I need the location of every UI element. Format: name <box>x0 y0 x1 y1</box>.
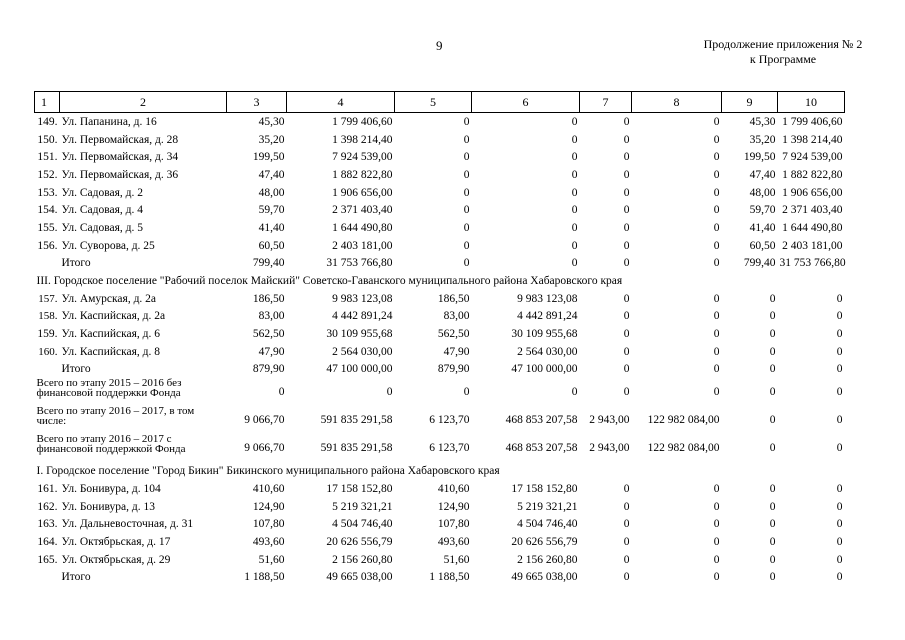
stage-total-label: Всего по этапу 2016 – 2017 с финансовой поддержкой Фонда <box>36 433 186 456</box>
value-cell: 0 <box>769 553 776 566</box>
value-cell: 0 <box>623 363 630 376</box>
value-cell: 59,70 <box>749 204 776 217</box>
value-cell: 17 158 152,80 <box>326 482 393 495</box>
appendix-note <box>688 37 878 67</box>
table-row <box>35 308 845 326</box>
value-cell: 51,60 <box>443 553 470 566</box>
value-cell: 0 <box>713 151 720 164</box>
value-cell: 0 <box>463 115 470 128</box>
value-cell: 31 753 766,80 <box>326 257 393 270</box>
section-heading-row <box>35 272 845 290</box>
row-number: 165. <box>37 553 58 566</box>
value-cell: 0 <box>463 151 470 164</box>
row-number <box>35 255 60 273</box>
value-cell: 591 835 291,58 <box>320 414 393 427</box>
header-cell: 8 <box>632 92 722 113</box>
value-cell: 0 <box>769 518 776 531</box>
table-row <box>35 498 845 516</box>
value-cell: 4 504 746,40 <box>517 518 578 531</box>
value-cell: 0 <box>836 442 843 455</box>
value-cell: 0 <box>836 482 843 495</box>
value-cell: 0 <box>623 386 630 399</box>
value-cell: 51,60 <box>258 553 285 566</box>
value-cell: 124,90 <box>437 500 470 513</box>
row-number: 163. <box>37 518 58 531</box>
table-row <box>35 480 845 498</box>
value-cell: 9 066,70 <box>244 442 285 455</box>
value-cell: 59,70 <box>258 204 285 217</box>
value-cell: 0 <box>463 204 470 217</box>
value-cell: 47,40 <box>749 168 776 181</box>
row-number: 164. <box>37 535 58 548</box>
address-cell: Ул. Садовая, д. 2 <box>61 186 143 199</box>
value-cell: 2 403 181,00 <box>782 239 843 252</box>
value-cell: 0 <box>836 518 843 531</box>
value-cell: 0 <box>571 386 578 399</box>
value-cell: 4 442 891,24 <box>332 310 393 323</box>
value-cell: 0 <box>623 328 630 341</box>
value-cell: 0 <box>769 482 776 495</box>
value-cell: 0 <box>713 535 720 548</box>
value-cell: 0 <box>836 292 843 305</box>
address-cell: Ул. Суворова, д. 25 <box>61 239 155 252</box>
value-cell: 7 924 539,00 <box>782 151 843 164</box>
row-number: 157. <box>38 292 58 305</box>
value-cell: 0 <box>623 151 630 164</box>
value-cell: 1 906 656,00 <box>782 186 843 199</box>
value-cell: 468 853 207,58 <box>505 414 578 427</box>
value-cell: 0 <box>623 133 630 146</box>
value-cell: 20 626 556,79 <box>511 535 578 548</box>
address-cell: Ул. Каспийская, д. 2а <box>61 310 166 323</box>
value-cell: 0 <box>571 221 578 234</box>
value-cell: 47,90 <box>443 345 470 358</box>
stage-total-label: Всего по этапу 2016 – 2017, в том числе: <box>36 405 195 428</box>
value-cell: 186,50 <box>437 292 470 305</box>
header-cell: 3 <box>227 92 287 113</box>
value-cell: 41,40 <box>749 221 776 234</box>
value-cell: 0 <box>623 168 630 181</box>
value-cell: 0 <box>571 133 578 146</box>
value-cell: 0 <box>713 115 720 128</box>
value-cell: 0 <box>713 168 720 181</box>
value-cell: 2 564 030,00 <box>517 345 578 358</box>
table-row <box>35 343 845 361</box>
value-cell: 1 644 490,80 <box>332 221 393 234</box>
value-cell: 1 882 822,80 <box>782 168 843 181</box>
subtotal-row <box>35 361 845 379</box>
value-cell: 0 <box>463 239 470 252</box>
value-cell: 35,20 <box>749 133 776 146</box>
value-cell: 879,90 <box>437 363 470 376</box>
row-number: 156. <box>37 239 58 252</box>
header-cell: 1 <box>35 92 60 113</box>
value-cell: 49 665 038,00 <box>326 571 393 584</box>
value-cell: 0 <box>623 535 630 548</box>
value-cell: 0 <box>769 363 776 376</box>
value-cell: 1 799 406,60 <box>332 115 393 128</box>
value-cell: 0 <box>836 535 843 548</box>
value-cell: 0 <box>623 482 630 495</box>
value-cell: 47 100 000,00 <box>511 363 578 376</box>
address-cell: Ул. Первомайская, д. 28 <box>61 133 179 146</box>
row-number: 154. <box>37 204 58 217</box>
value-cell: 2 943,00 <box>589 414 630 427</box>
value-cell: 0 <box>623 239 630 252</box>
stage-total-row <box>35 378 845 406</box>
value-cell: 47,40 <box>258 168 285 181</box>
value-cell: 0 <box>713 571 720 584</box>
section-heading: III. Городское поселение "Рабочий поселок Майский" Советско-Гаванского муниципального района Хабаровского края <box>36 275 623 288</box>
value-cell: 0 <box>836 345 843 358</box>
address-cell: Итого <box>61 257 91 270</box>
table-row <box>35 237 845 255</box>
value-cell: 17 158 152,80 <box>511 482 578 495</box>
value-cell: 60,50 <box>258 239 285 252</box>
value-cell: 9 066,70 <box>244 414 285 427</box>
row-number: 155. <box>37 221 58 234</box>
address-cell: Ул. Садовая, д. 5 <box>61 221 143 234</box>
header-cell: 10 <box>778 92 845 113</box>
value-cell: 0 <box>769 328 776 341</box>
table-row <box>35 166 845 184</box>
appendix-line-1: Продолжение приложения № 2 <box>703 37 863 51</box>
table-row <box>35 184 845 202</box>
value-cell: 0 <box>713 500 720 513</box>
value-cell: 47,90 <box>258 345 285 358</box>
value-cell: 0 <box>463 186 470 199</box>
table-row <box>35 551 845 569</box>
address-cell: Ул. Первомайская, д. 34 <box>61 151 179 164</box>
value-cell: 0 <box>463 221 470 234</box>
table-body <box>35 113 845 587</box>
value-cell: 562,50 <box>437 328 470 341</box>
appendix-line-2: к Программе <box>749 52 817 66</box>
value-cell: 0 <box>769 571 776 584</box>
value-cell: 0 <box>713 482 720 495</box>
value-cell: 2 564 030,00 <box>332 345 393 358</box>
row-number: 149. <box>37 115 58 128</box>
value-cell: 0 <box>571 168 578 181</box>
value-cell: 0 <box>836 386 843 399</box>
value-cell: 0 <box>623 186 630 199</box>
value-cell: 0 <box>623 553 630 566</box>
value-cell: 0 <box>713 257 720 270</box>
row-number: 161. <box>37 482 58 495</box>
subtotal-row <box>35 255 845 273</box>
value-cell: 7 924 539,00 <box>332 151 393 164</box>
value-cell: 48,00 <box>749 186 776 199</box>
value-cell: 0 <box>463 257 470 270</box>
address-cell: Ул. Папанина, д. 16 <box>61 115 157 128</box>
value-cell: 1 188,50 <box>244 571 285 584</box>
value-cell: 2 371 403,40 <box>782 204 843 217</box>
value-cell: 30 109 955,68 <box>511 328 578 341</box>
value-cell: 410,60 <box>252 482 285 495</box>
row-number: 153. <box>37 186 58 199</box>
value-cell: 0 <box>571 257 578 270</box>
value-cell: 199,50 <box>252 151 285 164</box>
value-cell: 2 156 260,80 <box>517 553 578 566</box>
value-cell: 122 982 084,00 <box>647 414 720 427</box>
table-row <box>35 325 845 343</box>
value-cell: 1 398 214,40 <box>782 133 843 146</box>
value-cell: 35,20 <box>258 133 285 146</box>
address-cell: Ул. Садовая, д. 4 <box>61 204 143 217</box>
address-cell: Ул. Октябрьская, д. 29 <box>61 553 171 566</box>
value-cell: 0 <box>623 292 630 305</box>
value-cell: 799,40 <box>252 257 285 270</box>
value-cell: 49 665 038,00 <box>511 571 578 584</box>
value-cell: 107,80 <box>252 518 285 531</box>
value-cell: 0 <box>623 500 630 513</box>
column-number-row <box>35 92 845 113</box>
value-cell: 2 403 181,00 <box>332 239 393 252</box>
value-cell: 0 <box>713 553 720 566</box>
row-number: 150. <box>37 133 58 146</box>
value-cell: 0 <box>623 204 630 217</box>
header-cell: 4 <box>287 92 395 113</box>
value-cell: 4 442 891,24 <box>517 310 578 323</box>
value-cell: 0 <box>769 386 776 399</box>
housing-program-table <box>34 91 845 586</box>
value-cell: 48,00 <box>258 186 285 199</box>
address-cell: Ул. Амурская, д. 2а <box>61 292 157 305</box>
value-cell: 799,40 <box>743 257 776 270</box>
value-cell: 83,00 <box>443 310 470 323</box>
table-row <box>35 148 845 166</box>
value-cell: 0 <box>713 328 720 341</box>
address-cell: Ул. Бонивура, д. 104 <box>61 482 161 495</box>
value-cell: 0 <box>836 571 843 584</box>
value-cell: 0 <box>713 310 720 323</box>
value-cell: 2 156 260,80 <box>332 553 393 566</box>
address-cell: Ул. Каспийская, д. 8 <box>61 345 161 358</box>
value-cell: 6 123,70 <box>429 442 470 455</box>
value-cell: 1 188,50 <box>429 571 470 584</box>
value-cell: 0 <box>623 345 630 358</box>
value-cell: 493,60 <box>437 535 470 548</box>
value-cell: 0 <box>836 310 843 323</box>
value-cell: 1 906 656,00 <box>332 186 393 199</box>
header-cell: 6 <box>472 92 580 113</box>
value-cell: 186,50 <box>252 292 285 305</box>
value-cell: 47 100 000,00 <box>326 363 393 376</box>
value-cell: 0 <box>278 386 285 399</box>
header-cell: 7 <box>580 92 632 113</box>
value-cell: 45,30 <box>749 115 776 128</box>
value-cell: 0 <box>769 310 776 323</box>
value-cell: 0 <box>623 518 630 531</box>
value-cell: 0 <box>713 221 720 234</box>
value-cell: 468 853 207,58 <box>505 442 578 455</box>
value-cell: 1 644 490,80 <box>782 221 843 234</box>
value-cell: 0 <box>713 186 720 199</box>
row-number: 151. <box>37 151 58 164</box>
value-cell: 0 <box>713 518 720 531</box>
value-cell: 0 <box>836 414 843 427</box>
page-number: 9 <box>436 38 443 53</box>
header-cell: 2 <box>60 92 227 113</box>
row-number <box>35 568 60 586</box>
value-cell: 0 <box>571 151 578 164</box>
value-cell: 0 <box>623 310 630 323</box>
address-cell: Итого <box>61 363 91 376</box>
value-cell: 0 <box>836 328 843 341</box>
stage-total-row <box>35 434 845 462</box>
value-cell: 31 753 766,80 <box>779 257 846 270</box>
section-heading-row <box>35 462 845 480</box>
value-cell: 45,30 <box>258 115 285 128</box>
value-cell: 122 982 084,00 <box>647 442 720 455</box>
value-cell: 0 <box>836 363 843 376</box>
table-row <box>35 113 845 131</box>
value-cell: 4 504 746,40 <box>332 518 393 531</box>
value-cell: 562,50 <box>252 328 285 341</box>
table-row <box>35 219 845 237</box>
value-cell: 124,90 <box>252 500 285 513</box>
table-row <box>35 290 845 308</box>
header-cell: 9 <box>722 92 778 113</box>
value-cell: 6 123,70 <box>429 414 470 427</box>
address-cell: Ул. Дальневосточная, д. 31 <box>61 518 194 531</box>
value-cell: 60,50 <box>749 239 776 252</box>
header-cell: 5 <box>395 92 472 113</box>
value-cell: 0 <box>769 535 776 548</box>
value-cell: 0 <box>386 386 393 399</box>
value-cell: 0 <box>713 133 720 146</box>
value-cell: 0 <box>769 292 776 305</box>
stage-total-row <box>35 406 845 434</box>
value-cell: 1 799 406,60 <box>782 115 843 128</box>
value-cell: 41,40 <box>258 221 285 234</box>
value-cell: 0 <box>623 571 630 584</box>
stage-total-label: Всего по этапу 2015 – 2016 без финансовой поддержки Фонда <box>36 377 182 400</box>
row-number: 162. <box>37 500 58 513</box>
table-row <box>35 131 845 149</box>
value-cell: 0 <box>769 500 776 513</box>
row-number: 160. <box>38 345 58 358</box>
value-cell: 0 <box>713 204 720 217</box>
row-number <box>35 361 60 379</box>
address-cell: Итого <box>61 571 91 584</box>
address-cell: Ул. Октябрьская, д. 17 <box>61 535 171 548</box>
value-cell: 0 <box>571 204 578 217</box>
value-cell: 5 219 321,21 <box>517 500 578 513</box>
value-cell: 2 371 403,40 <box>332 204 393 217</box>
value-cell: 0 <box>713 363 720 376</box>
table-row <box>35 533 845 551</box>
value-cell: 5 219 321,21 <box>332 500 393 513</box>
value-cell: 1 398 214,40 <box>332 133 393 146</box>
value-cell: 30 109 955,68 <box>326 328 393 341</box>
value-cell: 591 835 291,58 <box>320 442 393 455</box>
value-cell: 0 <box>463 133 470 146</box>
value-cell: 0 <box>836 553 843 566</box>
row-number: 159. <box>37 328 58 341</box>
value-cell: 410,60 <box>437 482 470 495</box>
section-heading: I. Городское поселение "Город Бикин" Бикинского муниципального района Хабаровского края <box>36 465 500 478</box>
value-cell: 0 <box>463 386 470 399</box>
value-cell: 0 <box>463 168 470 181</box>
value-cell: 1 882 822,80 <box>332 168 393 181</box>
value-cell: 0 <box>713 239 720 252</box>
address-cell: Ул. Бонивура, д. 13 <box>61 500 155 513</box>
value-cell: 83,00 <box>258 310 285 323</box>
value-cell: 0 <box>571 186 578 199</box>
table-row <box>35 201 845 219</box>
value-cell: 9 983 123,08 <box>517 292 578 305</box>
row-number: 158. <box>38 310 58 323</box>
value-cell: 0 <box>623 257 630 270</box>
value-cell: 2 943,00 <box>589 442 630 455</box>
value-cell: 0 <box>769 414 776 427</box>
value-cell: 0 <box>623 115 630 128</box>
value-cell: 0 <box>836 500 843 513</box>
address-cell: Ул. Каспийская, д. 6 <box>61 328 161 341</box>
value-cell: 0 <box>769 345 776 358</box>
value-cell: 20 626 556,79 <box>326 535 393 548</box>
value-cell: 0 <box>623 221 630 234</box>
value-cell: 107,80 <box>437 518 470 531</box>
value-cell: 0 <box>713 292 720 305</box>
value-cell: 0 <box>571 115 578 128</box>
value-cell: 0 <box>713 345 720 358</box>
value-cell: 0 <box>769 442 776 455</box>
value-cell: 0 <box>571 239 578 252</box>
value-cell: 199,50 <box>743 151 776 164</box>
subtotal-row <box>35 568 845 586</box>
value-cell: 493,60 <box>252 535 285 548</box>
value-cell: 0 <box>713 386 720 399</box>
value-cell: 879,90 <box>252 363 285 376</box>
value-cell: 9 983 123,08 <box>332 292 393 305</box>
table-row <box>35 515 845 533</box>
address-cell: Ул. Первомайская, д. 36 <box>61 168 179 181</box>
row-number: 152. <box>37 168 58 181</box>
